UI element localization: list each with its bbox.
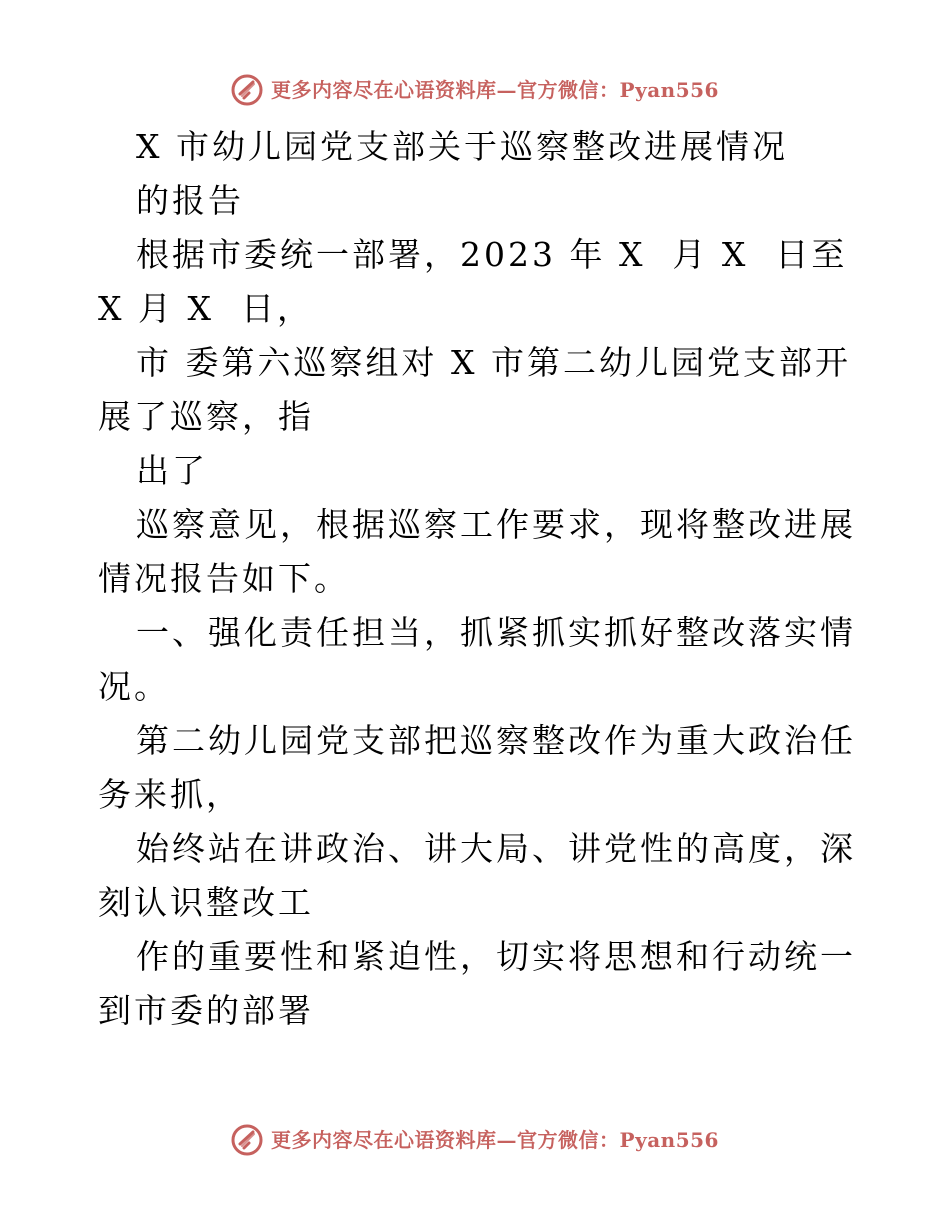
section-heading: 一、强化责任担当，抓紧抓实抓好整改落实情况。: [98, 613, 856, 706]
document-body: [98, 120, 861, 1100]
watermark-banner: [231, 1124, 719, 1156]
pen-logo-icon: [231, 1124, 263, 1156]
body-paragraph: 始终站在讲政治、讲大局、讲党性的高度，深刻认识整改工: [98, 829, 856, 922]
body-paragraph: 第二幼儿园党支部把巡察整改作为重大政治任务来抓，: [98, 721, 856, 814]
body-paragraph: 巡察意见，根据巡察工作要求，现将整改进展情况报告如下。: [98, 505, 856, 598]
body-paragraph: 市 委第六巡察组对 X 市第二幼儿园党支部开展了巡察，指: [98, 343, 851, 436]
body-paragraph: 出了: [136, 451, 208, 490]
watermark-banner: [231, 74, 719, 106]
watermark-text: 更多内容尽在心语资料库—官方微信：Pyan556: [271, 1128, 719, 1152]
document-title-line-1: X 市幼儿园党支部关于巡察整改进展情况: [136, 127, 788, 166]
body-paragraph: 作的重要性和紧迫性，切实将思想和行动统一到市委的部署: [98, 937, 856, 1030]
watermark-text: 更多内容尽在心语资料库—官方微信：Pyan556: [271, 78, 719, 102]
footer-watermark: [0, 1120, 950, 1160]
pen-logo-icon: [231, 74, 263, 106]
header-watermark: [0, 70, 950, 110]
document-title-line-2: 的报告: [136, 181, 244, 220]
body-paragraph: 根据市委统一部署，2023 年 X 月 X 日至 X 月 X 日，: [98, 235, 861, 328]
